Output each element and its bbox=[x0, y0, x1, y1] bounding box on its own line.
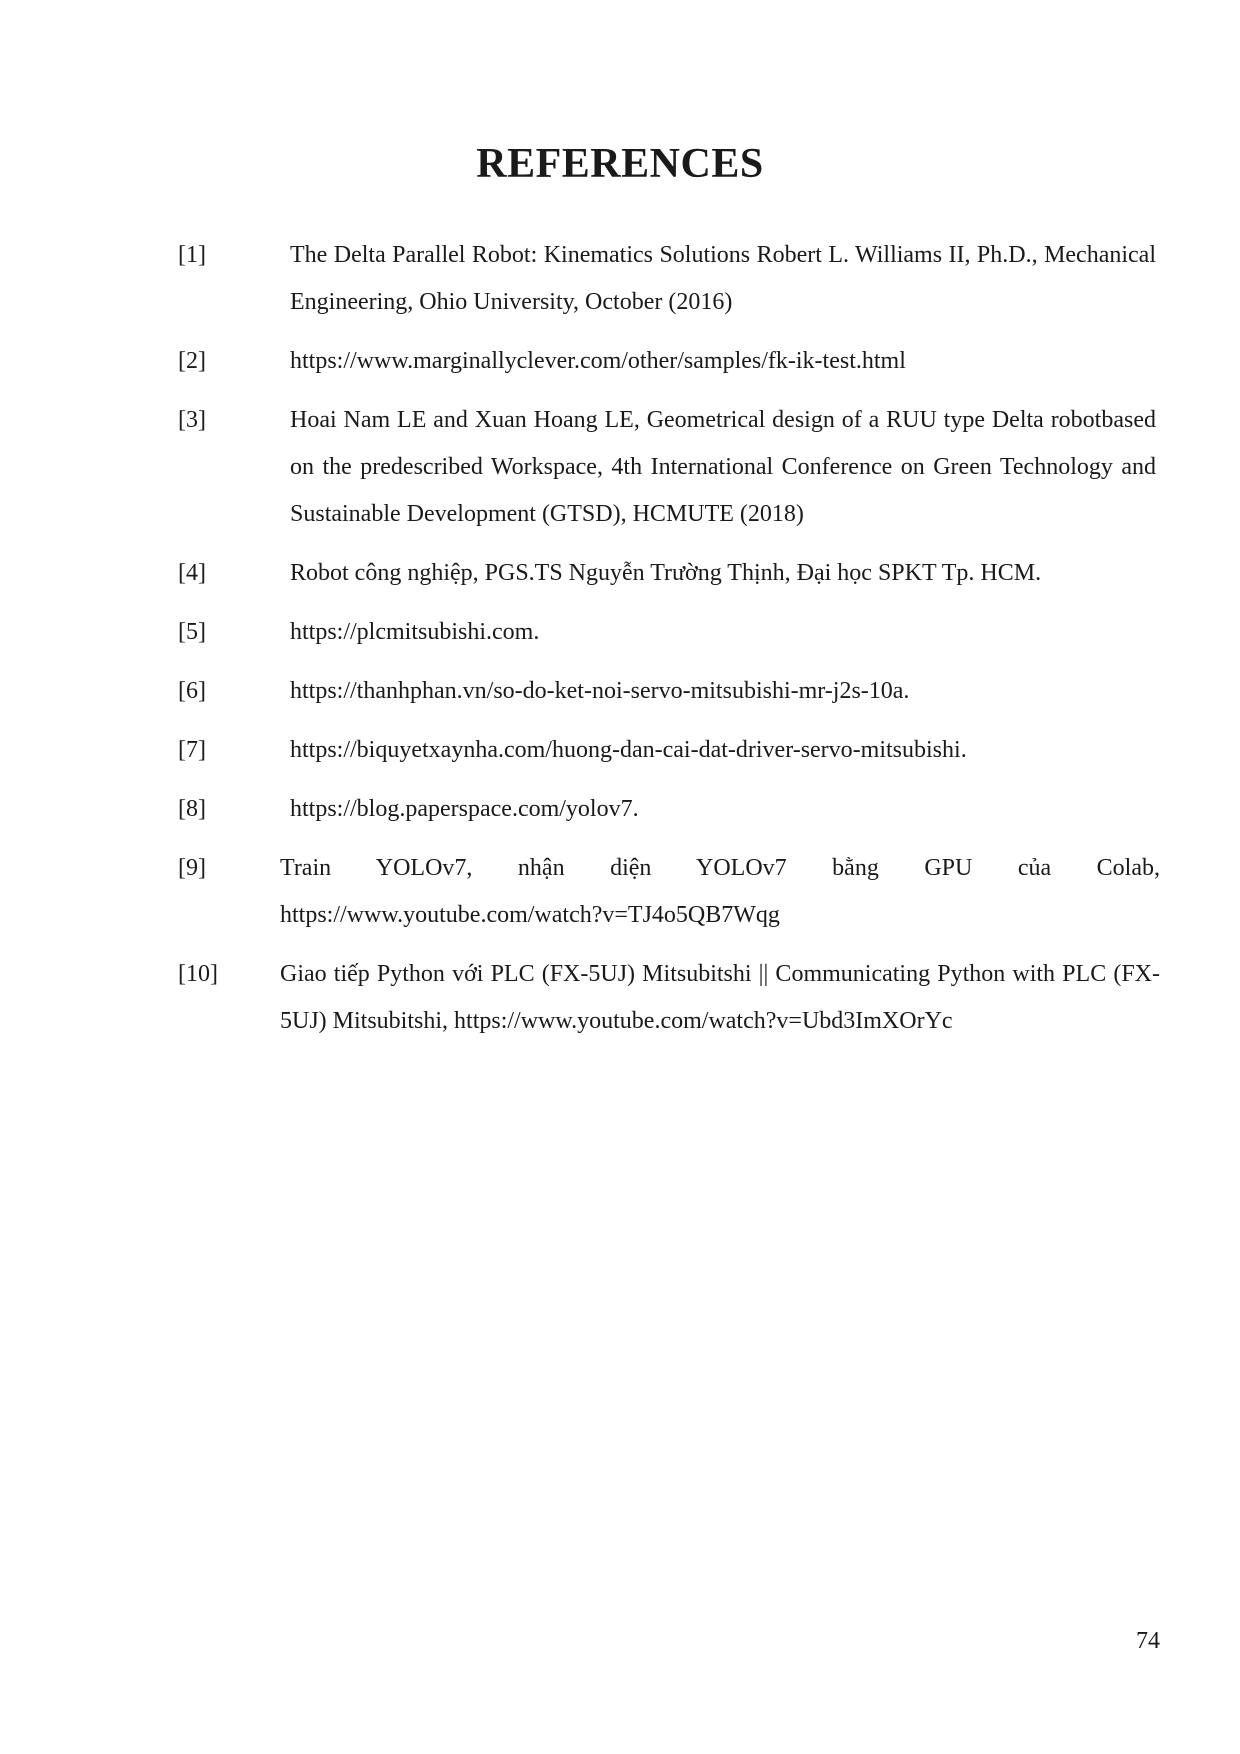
reference-list bbox=[178, 232, 1160, 1057]
reference-number: [9] bbox=[178, 855, 206, 881]
reference-number: [2] bbox=[178, 348, 206, 374]
reference-item bbox=[178, 232, 1160, 326]
reference-link[interactable]: https://biquyetxaynha.com/huong-dan-cai-dat-driver-servo-mitsubishi. bbox=[290, 737, 967, 763]
reference-text: The Delta Parallel Robot: Kinematics Solutions Robert L. Williams II, Ph.D., Mechanical Engineering, Ohio University, October (2016) bbox=[290, 242, 1156, 315]
reference-item bbox=[178, 668, 1160, 715]
reference-number: [1] bbox=[178, 242, 206, 268]
page-title: REFERENCES bbox=[476, 141, 764, 187]
reference-number: [4] bbox=[178, 560, 206, 586]
reference-item bbox=[178, 397, 1160, 538]
reference-link[interactable]: https://blog.paperspace.com/yolov7. bbox=[290, 796, 639, 822]
reference-text: Robot công nghiệp, PGS.TS Nguyễn Trường Thịnh, Đại học SPKT Tp. HCM. bbox=[290, 560, 1042, 586]
page-number: 74 bbox=[1136, 1628, 1160, 1654]
reference-item bbox=[178, 786, 1160, 833]
reference-item bbox=[178, 727, 1160, 774]
reference-number: [3] bbox=[178, 407, 206, 433]
reference-text: Giao tiếp Python với PLC (FX-5UJ) Mitsubitshi || Communicating Python with PLC (FX-5UJ) Mitsubitshi, https://www.youtube.com/watch?v=Ubd3ImXOrYc bbox=[280, 961, 1160, 1034]
reference-link[interactable]: https://plcmitsubishi.com. bbox=[290, 619, 540, 645]
reference-number: [6] bbox=[178, 678, 206, 704]
reference-text: Hoai Nam LE and Xuan Hoang LE, Geometrical design of a RUU type Delta robotbased on the predescribed Workspace, 4th International Conference on Green Technology and Sustainable Development (GTSD), HCMUTE (2018) bbox=[290, 407, 1156, 527]
reference-number: [7] bbox=[178, 737, 206, 763]
reference-item bbox=[178, 609, 1160, 656]
reference-item bbox=[178, 338, 1160, 385]
reference-number: [5] bbox=[178, 619, 206, 645]
reference-link[interactable]: https://thanhphan.vn/so-do-ket-noi-servo-mitsubishi-mr-j2s-10a. bbox=[290, 678, 910, 704]
reference-link[interactable]: https://www.marginallyclever.com/other/samples/fk-ik-test.html bbox=[290, 348, 906, 374]
reference-text: Train YOLOv7, nhận diện YOLOv7 bằng GPU của Colab, https://www.youtube.com/watch?v=TJ4o5QB7Wqg bbox=[280, 855, 1160, 928]
reference-item bbox=[178, 550, 1160, 597]
reference-number: [8] bbox=[178, 796, 206, 822]
reference-number: [10] bbox=[178, 961, 218, 987]
reference-item bbox=[178, 951, 1160, 1045]
reference-item bbox=[178, 845, 1160, 939]
